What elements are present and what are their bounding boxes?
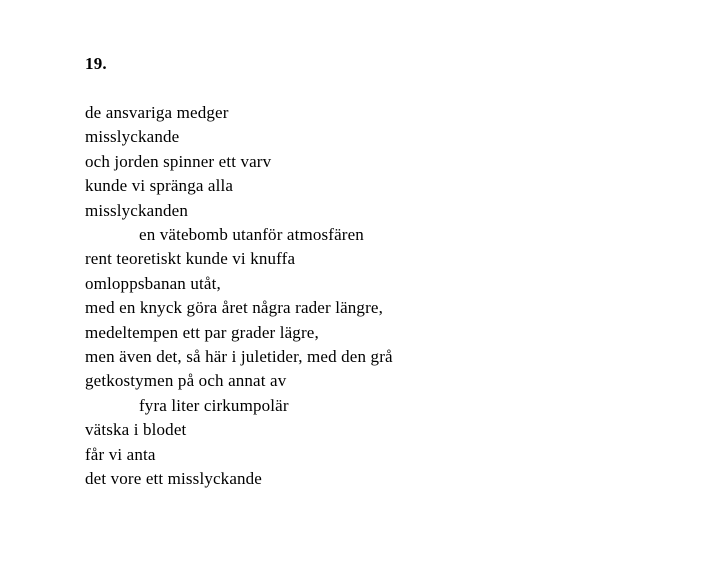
poem-line: det vore ett misslyckande bbox=[85, 469, 263, 489]
poem-line: kunde vi spränga alla bbox=[85, 176, 234, 196]
poem-line: omloppsbanan utåt, bbox=[85, 273, 221, 293]
poem-line: med en knyck göra året några rader längre, bbox=[85, 298, 383, 318]
poem-line: misslyckande bbox=[85, 127, 180, 147]
poem-body bbox=[85, 101, 645, 492]
poem-line: och jorden spinner ett varv bbox=[85, 151, 272, 171]
poem-number: 19. bbox=[85, 54, 107, 73]
poem-line: medeltempen ett par grader lägre, bbox=[85, 322, 319, 342]
poem-line: rent teoretiskt kunde vi knuffa bbox=[85, 249, 296, 269]
poem-line: misslyckanden bbox=[85, 200, 188, 220]
poem-line: men även det, så här i juletider, med den grå bbox=[85, 347, 393, 367]
poem-line: fyra liter cirkumpolär bbox=[139, 395, 289, 415]
poem-line: de ansvariga medger bbox=[85, 103, 229, 122]
poem-line: getkostymen på och annat av bbox=[85, 371, 287, 391]
poem-line: vätska i blodet bbox=[85, 420, 187, 440]
poem-line: en vätebomb utanför atmosfären bbox=[139, 225, 364, 245]
poem-line: får vi anta bbox=[85, 444, 156, 464]
